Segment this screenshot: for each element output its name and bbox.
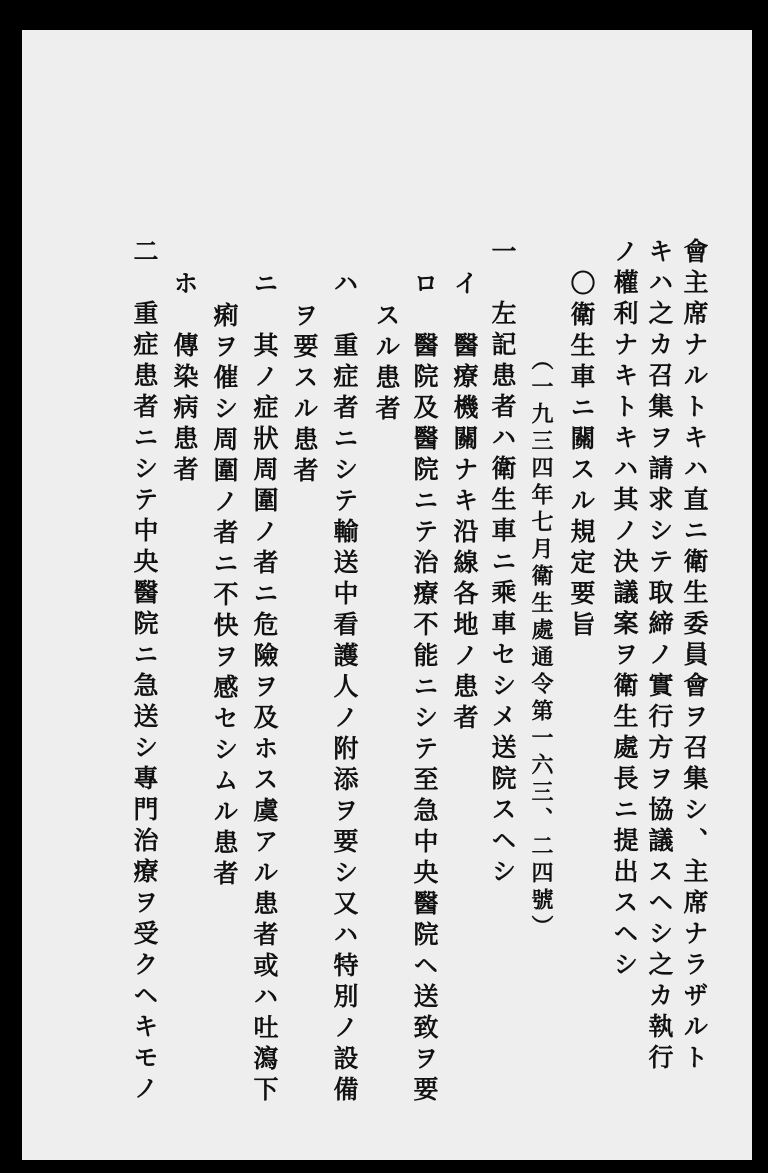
subitem-ho: ホ 傳染病患者 [170,270,199,487]
text-line-2: キハ之カ召集ヲ請求シテ取締ノ實行方ヲ協議スヘシ之カ執行 [645,238,674,1075]
item-2-text: 二 重症患者ニシテ中央醫院ニ急送シ專門治療ヲ受クヘキモノ [130,238,159,1106]
subitem-ha: ハ 重症者ニシテ輸送中看護人ノ附添ヲ要シ又ハ特別ノ設備 [330,270,359,1107]
subitem-ro: ロ 醫院及醫院ニテ治療不能ニシテ至急中央醫院ヘ送致ヲ要 [410,270,439,1107]
subitem-ni: ニ 其ノ症狀周圍ノ者ニ危險ヲ及ホス虞アル患者或ハ吐瀉下 [250,270,279,1107]
text-line-3: ノ權利ナキトキハ其ノ決議案ヲ衛生處長ニ提出スヘシ [610,238,639,982]
text-line-1: 會主席ナルトキハ直ニ衛生委員會ヲ召集シ、主席ナラザルト [680,238,709,1075]
subitem-ha-cont: ヲ要スル患者 [290,302,319,488]
subitem-ni-cont: 痢ヲ催シ周圍ノ者ニ不快ヲ感セシムル患者 [210,302,239,891]
subitem-ro-cont: スル患者 [372,302,401,426]
section-heading: 〇衛生車ニ關スル規定要旨 [567,270,596,642]
document-page [22,30,752,1160]
subitem-i: イ 醫療機關ナキ沿線各地ノ患者 [450,270,479,735]
item-1-text: 一 左記患者ハ衛生車ニ乘車セシメ送院スヘシ [488,238,517,889]
section-reference: （一九三四年七月衛生處通令第一六三、二四號） [528,348,554,942]
